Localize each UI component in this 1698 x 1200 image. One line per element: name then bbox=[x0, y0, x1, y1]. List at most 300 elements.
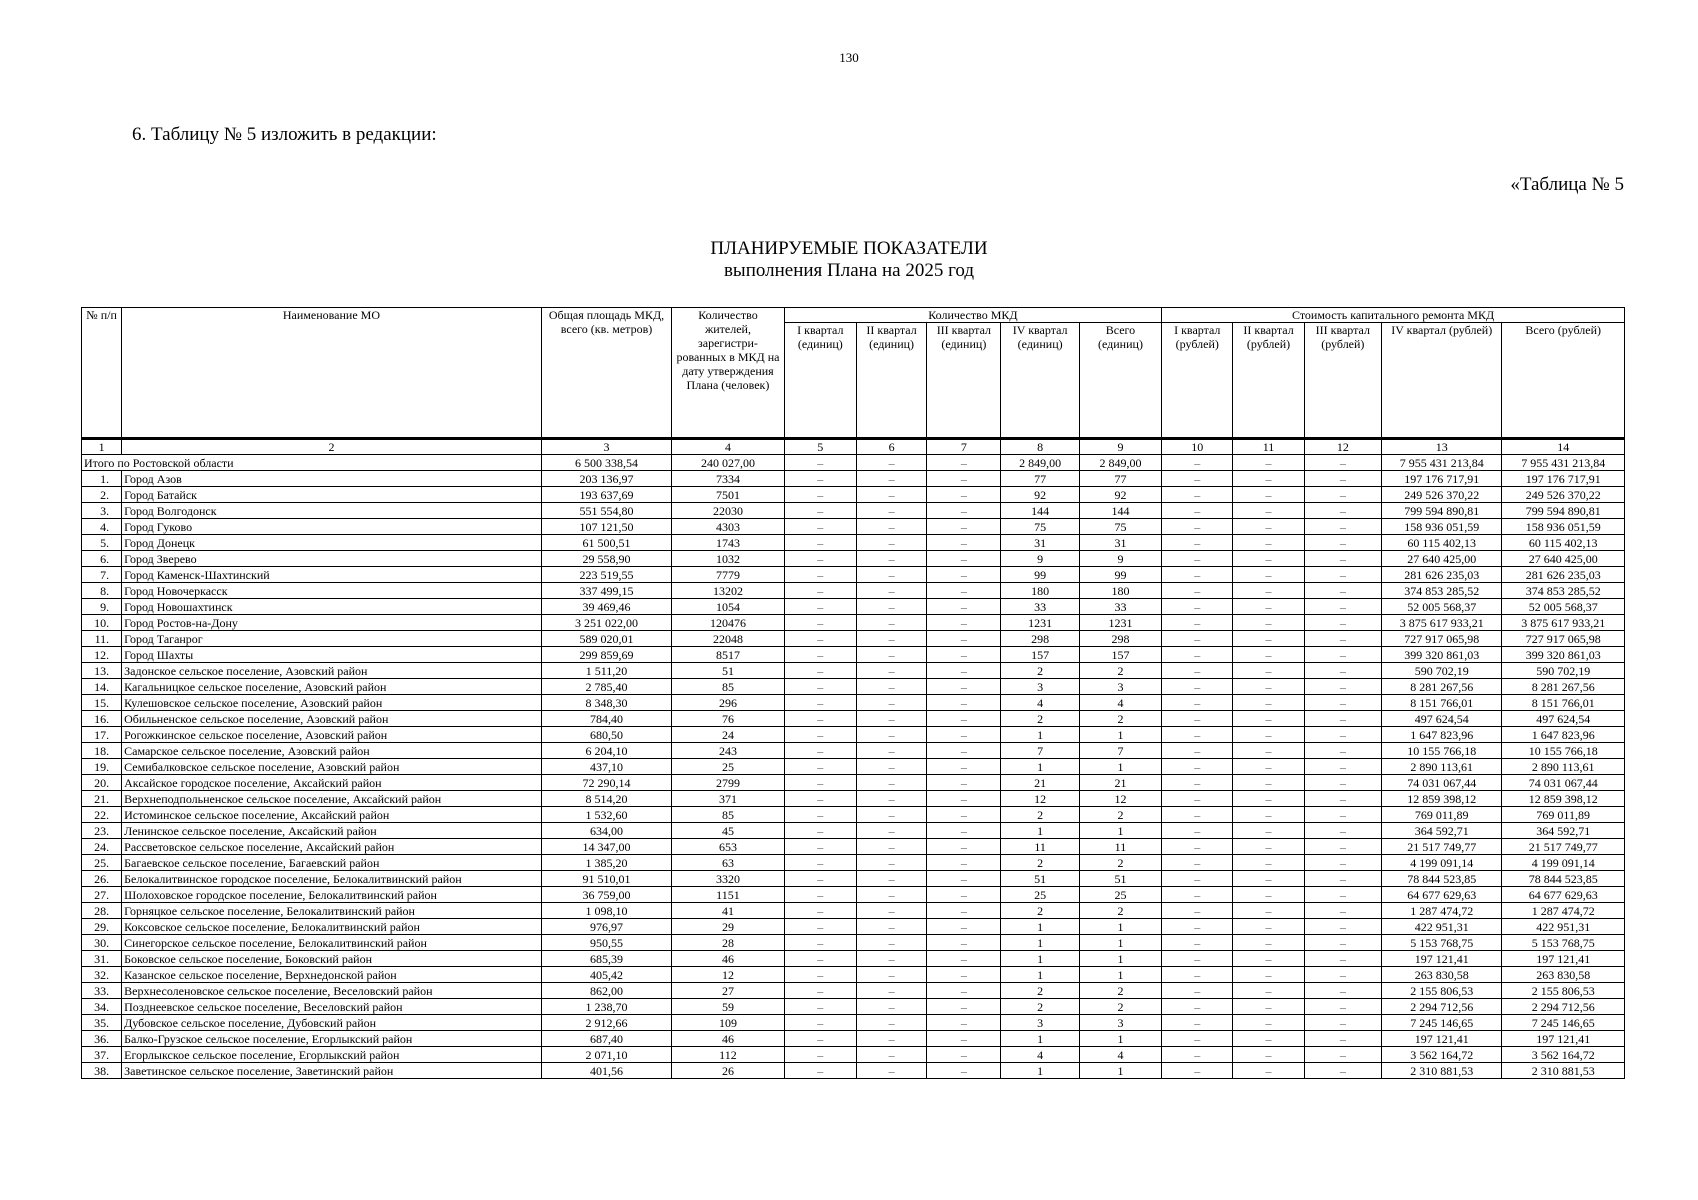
q3-cost-cell: – bbox=[1304, 631, 1381, 647]
q4-cost-cell: 727 917 065,98 bbox=[1381, 631, 1501, 647]
q1-units-cell: – bbox=[784, 679, 856, 695]
q4-units-cell: 2 bbox=[1001, 807, 1079, 823]
mo-name: Город Ростов-на-Дону bbox=[122, 615, 542, 631]
mo-name: Город Новочеркасск bbox=[122, 583, 542, 599]
q2-cost-cell: – bbox=[1233, 1047, 1304, 1063]
row-number: 6. bbox=[82, 551, 122, 567]
table-row bbox=[82, 807, 1625, 823]
q3-units-cell: – bbox=[927, 567, 1001, 583]
q2-units-cell: – bbox=[856, 743, 926, 759]
table-row bbox=[82, 903, 1625, 919]
q4-units-cell: 180 bbox=[1001, 583, 1079, 599]
mo-name: Обильненское сельское поселение, Азовский район bbox=[122, 711, 542, 727]
q2-cost-cell: – bbox=[1233, 743, 1304, 759]
area-cell: 437,10 bbox=[541, 759, 672, 775]
q1-units-cell: – bbox=[784, 887, 856, 903]
header-cost-group: Стоимость капитального ремонта МКД bbox=[1162, 308, 1625, 323]
mo-name: Заветинское сельское поселение, Заветинский район bbox=[122, 1063, 542, 1079]
q2-cost-cell: – bbox=[1233, 487, 1304, 503]
row-number: 1. bbox=[82, 471, 122, 487]
residents-cell: 28 bbox=[672, 935, 784, 951]
q3-cost-cell: – bbox=[1304, 999, 1381, 1015]
column-number: 1 bbox=[82, 439, 122, 455]
q1-cost-cell: – bbox=[1162, 823, 1233, 839]
area-cell: 2 071,10 bbox=[541, 1047, 672, 1063]
total-cost-cell: 1 287 474,72 bbox=[1502, 903, 1625, 919]
q1-units-cell: – bbox=[784, 711, 856, 727]
area-cell: 39 469,46 bbox=[541, 599, 672, 615]
q2-cost-cell: – bbox=[1233, 711, 1304, 727]
q3-units-cell: – bbox=[927, 903, 1001, 919]
q2-units-cell: – bbox=[856, 599, 926, 615]
total-cost-cell: 422 951,31 bbox=[1502, 919, 1625, 935]
row-number: 15. bbox=[82, 695, 122, 711]
table-row bbox=[82, 791, 1625, 807]
area-cell: 401,56 bbox=[541, 1063, 672, 1079]
q2-cost-cell: – bbox=[1233, 631, 1304, 647]
q4-units-cell: 1 bbox=[1001, 967, 1079, 983]
q3-cost-cell: – bbox=[1304, 535, 1381, 551]
q4-units-cell: 7 bbox=[1001, 743, 1079, 759]
table-row bbox=[82, 503, 1625, 519]
residents-cell: 2799 bbox=[672, 775, 784, 791]
q3-cost-cell: – bbox=[1304, 599, 1381, 615]
q2-units-cell: – bbox=[856, 935, 926, 951]
mo-name: Истоминское сельское поселение, Аксайский район bbox=[122, 807, 542, 823]
area-cell: 405,42 bbox=[541, 967, 672, 983]
q2-units-cell: – bbox=[856, 1015, 926, 1031]
residents-cell: 1151 bbox=[672, 887, 784, 903]
q1-units-cell: – bbox=[784, 631, 856, 647]
q3-units-cell: – bbox=[927, 631, 1001, 647]
area-cell: 193 637,69 bbox=[541, 487, 672, 503]
q2-cost-cell: – bbox=[1233, 919, 1304, 935]
row-number: 33. bbox=[82, 983, 122, 999]
q1-cost-cell: – bbox=[1162, 791, 1233, 807]
q1-units-cell: – bbox=[784, 743, 856, 759]
residents-cell: 7779 bbox=[672, 567, 784, 583]
q1-cost-cell: – bbox=[1162, 503, 1233, 519]
table-row bbox=[82, 615, 1625, 631]
q4-cost-cell: 52 005 568,37 bbox=[1381, 599, 1501, 615]
total-cost-cell: 263 830,58 bbox=[1502, 967, 1625, 983]
q2-cost-cell: – bbox=[1233, 871, 1304, 887]
header-q1-rub: I квартал (рублей) bbox=[1162, 323, 1233, 439]
q1-cost-cell: – bbox=[1162, 1047, 1233, 1063]
q2-cost-cell: – bbox=[1233, 1015, 1304, 1031]
q1-units-cell: – bbox=[784, 967, 856, 983]
area-cell: 107 121,50 bbox=[541, 519, 672, 535]
area-cell: 551 554,80 bbox=[541, 503, 672, 519]
q1-cost-cell: – bbox=[1162, 775, 1233, 791]
q1-cost-cell: – bbox=[1162, 679, 1233, 695]
total-units-cell: 144 bbox=[1079, 503, 1161, 519]
q4-units-cell: 2 bbox=[1001, 711, 1079, 727]
row-number: 25. bbox=[82, 855, 122, 871]
residents-cell: 85 bbox=[672, 807, 784, 823]
q3-units-cell: – bbox=[927, 519, 1001, 535]
mo-name: Город Новошахтинск bbox=[122, 599, 542, 615]
residents-cell: 109 bbox=[672, 1015, 784, 1031]
table-row bbox=[82, 487, 1625, 503]
q2-units-cell: – bbox=[856, 503, 926, 519]
column-number: 10 bbox=[1162, 439, 1233, 455]
row-number: 38. bbox=[82, 1063, 122, 1079]
total-cost-cell: 590 702,19 bbox=[1502, 663, 1625, 679]
q4-cost-cell: 281 626 235,03 bbox=[1381, 567, 1501, 583]
area-cell: 1 532,60 bbox=[541, 807, 672, 823]
header-no: № п/п bbox=[82, 308, 122, 439]
q4-units-cell: 1 bbox=[1001, 823, 1079, 839]
residents-cell: 112 bbox=[672, 1047, 784, 1063]
table-row bbox=[82, 759, 1625, 775]
total-cost-cell: 399 320 861,03 bbox=[1502, 647, 1625, 663]
q3-cost-cell: – bbox=[1304, 743, 1381, 759]
header-total-rub: Всего (рублей) bbox=[1502, 323, 1625, 439]
area-cell: 862,00 bbox=[541, 983, 672, 999]
residents-cell: 12 bbox=[672, 967, 784, 983]
q1-cost-cell: – bbox=[1162, 599, 1233, 615]
table-row bbox=[82, 679, 1625, 695]
residents-cell: 3320 bbox=[672, 871, 784, 887]
residents-cell: 27 bbox=[672, 983, 784, 999]
row-number: 3. bbox=[82, 503, 122, 519]
q2-units-cell: – bbox=[856, 999, 926, 1015]
table-row bbox=[82, 855, 1625, 871]
q3-cost-cell: – bbox=[1304, 919, 1381, 935]
q4-cost-cell: 4 199 091,14 bbox=[1381, 855, 1501, 871]
q2-cost-cell: – bbox=[1233, 583, 1304, 599]
area-cell: 223 519,55 bbox=[541, 567, 672, 583]
q4-units-cell: 21 bbox=[1001, 775, 1079, 791]
q4-cost-cell: 60 115 402,13 bbox=[1381, 535, 1501, 551]
q1-units-cell: – bbox=[784, 983, 856, 999]
table-row bbox=[82, 743, 1625, 759]
table-row bbox=[82, 711, 1625, 727]
total-cost-cell: 60 115 402,13 bbox=[1502, 535, 1625, 551]
header-name: Наименование МО bbox=[122, 308, 542, 439]
q1-units-cell: – bbox=[784, 583, 856, 599]
title-line-1: ПЛАНИРУЕМЫЕ ПОКАЗАТЕЛИ bbox=[710, 238, 988, 259]
row-number: 27. bbox=[82, 887, 122, 903]
q4-units-cell: 1231 bbox=[1001, 615, 1079, 631]
total-units-cell: 298 bbox=[1079, 631, 1161, 647]
total-units-cell: 4 bbox=[1079, 695, 1161, 711]
q3-cost-cell: – bbox=[1304, 615, 1381, 631]
q2-cost-cell: – bbox=[1233, 855, 1304, 871]
q3-cost-cell: – bbox=[1304, 759, 1381, 775]
total-units-cell: 2 bbox=[1079, 711, 1161, 727]
header-mkd-group: Количество МКД bbox=[784, 308, 1161, 323]
mo-name: Город Азов bbox=[122, 471, 542, 487]
q4-cost-cell: 197 176 717,91 bbox=[1381, 471, 1501, 487]
row-number: 29. bbox=[82, 919, 122, 935]
mo-name: Город Гуково bbox=[122, 519, 542, 535]
q2-cost-cell: – bbox=[1233, 663, 1304, 679]
area-cell: 203 136,97 bbox=[541, 471, 672, 487]
q3-cost-cell: – bbox=[1304, 967, 1381, 983]
total-units-cell: 2 bbox=[1079, 983, 1161, 999]
residents-cell: 76 bbox=[672, 711, 784, 727]
q2-units-cell: – bbox=[856, 967, 926, 983]
q3-units-cell: – bbox=[927, 935, 1001, 951]
q1-units-cell: – bbox=[784, 951, 856, 967]
table-row bbox=[82, 823, 1625, 839]
total-units-cell: 2 bbox=[1079, 855, 1161, 871]
mo-name: Город Таганрог bbox=[122, 631, 542, 647]
q4-cost-cell: 263 830,58 bbox=[1381, 967, 1501, 983]
total-units-cell: 3 bbox=[1079, 679, 1161, 695]
total-cost-cell: 78 844 523,85 bbox=[1502, 871, 1625, 887]
area-cell: 8 514,20 bbox=[541, 791, 672, 807]
q4-cost-cell: 21 517 749,77 bbox=[1381, 839, 1501, 855]
q4-units-cell: 92 bbox=[1001, 487, 1079, 503]
mo-name: Шолоховское городское поселение, Белокалитвинский район bbox=[122, 887, 542, 903]
table-row bbox=[82, 919, 1625, 935]
column-number: 14 bbox=[1502, 439, 1625, 455]
q2-cost-cell: – bbox=[1233, 983, 1304, 999]
q2-units-cell: – bbox=[856, 695, 926, 711]
q3-units-cell: – bbox=[927, 839, 1001, 855]
q1-cost-cell: – bbox=[1162, 999, 1233, 1015]
table-row bbox=[82, 871, 1625, 887]
q1-cost-cell: – bbox=[1162, 903, 1233, 919]
row-number: 34. bbox=[82, 999, 122, 1015]
intro-text: 6. Таблицу № 5 изложить в редакции: bbox=[132, 124, 437, 145]
q4-units-cell: 12 bbox=[1001, 791, 1079, 807]
q3-units-cell: – bbox=[927, 999, 1001, 1015]
q2-units-cell: – bbox=[856, 1047, 926, 1063]
q4-units-cell: 3 bbox=[1001, 1015, 1079, 1031]
q3-cost-cell: – bbox=[1304, 1047, 1381, 1063]
q4-units-cell: 2 bbox=[1001, 983, 1079, 999]
total-units-cell: 33 bbox=[1079, 599, 1161, 615]
q4-cost-cell: 364 592,71 bbox=[1381, 823, 1501, 839]
area-cell: 680,50 bbox=[541, 727, 672, 743]
mo-name: Багаевское сельское поселение, Багаевский район bbox=[122, 855, 542, 871]
q4-units-cell: 1 bbox=[1001, 919, 1079, 935]
q2-units-cell: – bbox=[856, 663, 926, 679]
q4-units-cell: 2 bbox=[1001, 903, 1079, 919]
q1-cost-cell: – bbox=[1162, 615, 1233, 631]
page-number: 130 bbox=[839, 50, 859, 65]
q3-cost-cell: – bbox=[1304, 487, 1381, 503]
mo-name: Город Шахты bbox=[122, 647, 542, 663]
total-units-cell: 1 bbox=[1079, 919, 1161, 935]
q3-units-cell: – bbox=[927, 487, 1001, 503]
title-line-2: выполнения Плана на 2025 год bbox=[723, 260, 975, 281]
total-cost-cell: 64 677 629,63 bbox=[1502, 887, 1625, 903]
q3-units-cell: – bbox=[927, 551, 1001, 567]
q2-units-cell: – bbox=[856, 1063, 926, 1079]
q1-units-cell: – bbox=[784, 599, 856, 615]
mo-name: Дубовское сельское поселение, Дубовский район bbox=[122, 1015, 542, 1031]
q4-units-cell: 2 bbox=[1001, 999, 1079, 1015]
q2-cost-cell: – bbox=[1233, 951, 1304, 967]
q4-cost-cell: 7 245 146,65 bbox=[1381, 1015, 1501, 1031]
q3-cost-cell: – bbox=[1304, 1031, 1381, 1047]
residents-cell: 1032 bbox=[672, 551, 784, 567]
row-number: 10. bbox=[82, 615, 122, 631]
total-row bbox=[82, 455, 1625, 471]
q3-cost-cell: – bbox=[1304, 903, 1381, 919]
residents-cell: 25 bbox=[672, 759, 784, 775]
q1-cost-cell: – bbox=[1162, 487, 1233, 503]
row-number: 12. bbox=[82, 647, 122, 663]
q2-units-cell: – bbox=[856, 711, 926, 727]
table-row bbox=[82, 631, 1625, 647]
q1-units-cell: – bbox=[784, 535, 856, 551]
q4-units-cell: 1 bbox=[1001, 1031, 1079, 1047]
q1-cost-cell: – bbox=[1162, 647, 1233, 663]
total-q3-cost: – bbox=[1304, 455, 1381, 471]
total-units-cell: 31 bbox=[1079, 535, 1161, 551]
q3-cost-cell: – bbox=[1304, 647, 1381, 663]
total-units-cell: 2 bbox=[1079, 663, 1161, 679]
mo-name: Аксайское городское поселение, Аксайский район bbox=[122, 775, 542, 791]
area-cell: 976,97 bbox=[541, 919, 672, 935]
total-units-cell: 1231 bbox=[1079, 615, 1161, 631]
total-area: 6 500 338,54 bbox=[541, 455, 672, 471]
document-title bbox=[0, 238, 1698, 282]
q2-units-cell: – bbox=[856, 951, 926, 967]
total-units-cell: 1 bbox=[1079, 1031, 1161, 1047]
q4-units-cell: 2 bbox=[1001, 663, 1079, 679]
q4-cost-cell: 590 702,19 bbox=[1381, 663, 1501, 679]
q3-units-cell: – bbox=[927, 887, 1001, 903]
q2-cost-cell: – bbox=[1233, 999, 1304, 1015]
column-number: 6 bbox=[856, 439, 926, 455]
mo-name: Боковское сельское поселение, Боковский район bbox=[122, 951, 542, 967]
column-number: 5 bbox=[784, 439, 856, 455]
residents-cell: 22048 bbox=[672, 631, 784, 647]
total-cost-cell: 8 281 267,56 bbox=[1502, 679, 1625, 695]
mo-name: Кагальницкое сельское поселение, Азовский район bbox=[122, 679, 542, 695]
mo-name: Горняцкое сельское поселение, Белокалитвинский район bbox=[122, 903, 542, 919]
total-cost-cell: 7 245 146,65 bbox=[1502, 1015, 1625, 1031]
row-number: 30. bbox=[82, 935, 122, 951]
mo-name: Кулешовское сельское поселение, Азовский район bbox=[122, 695, 542, 711]
q2-units-cell: – bbox=[856, 679, 926, 695]
row-number: 8. bbox=[82, 583, 122, 599]
total-cost-cell: 769 011,89 bbox=[1502, 807, 1625, 823]
q4-cost-cell: 8 151 766,01 bbox=[1381, 695, 1501, 711]
q3-units-cell: – bbox=[927, 743, 1001, 759]
area-cell: 950,55 bbox=[541, 935, 672, 951]
q4-cost-cell: 2 310 881,53 bbox=[1381, 1063, 1501, 1079]
q1-units-cell: – bbox=[784, 823, 856, 839]
q4-units-cell: 11 bbox=[1001, 839, 1079, 855]
q3-units-cell: – bbox=[927, 1031, 1001, 1047]
column-number: 13 bbox=[1381, 439, 1501, 455]
q3-cost-cell: – bbox=[1304, 855, 1381, 871]
q3-units-cell: – bbox=[927, 647, 1001, 663]
row-number: 36. bbox=[82, 1031, 122, 1047]
q1-cost-cell: – bbox=[1162, 983, 1233, 999]
mo-name: Ленинское сельское поселение, Аксайский район bbox=[122, 823, 542, 839]
table-row bbox=[82, 775, 1625, 791]
mo-name: Задонское сельское поселение, Азовский район bbox=[122, 663, 542, 679]
total-cost-cell: 1 647 823,96 bbox=[1502, 727, 1625, 743]
q3-units-cell: – bbox=[927, 599, 1001, 615]
q2-units-cell: – bbox=[856, 807, 926, 823]
residents-cell: 45 bbox=[672, 823, 784, 839]
q2-units-cell: – bbox=[856, 983, 926, 999]
q3-units-cell: – bbox=[927, 471, 1001, 487]
q1-cost-cell: – bbox=[1162, 1015, 1233, 1031]
q4-units-cell: 9 bbox=[1001, 551, 1079, 567]
q2-units-cell: – bbox=[856, 615, 926, 631]
q2-cost-cell: – bbox=[1233, 775, 1304, 791]
q2-units-cell: – bbox=[856, 631, 926, 647]
q1-cost-cell: – bbox=[1162, 551, 1233, 567]
q3-units-cell: – bbox=[927, 791, 1001, 807]
row-number: 2. bbox=[82, 487, 122, 503]
q3-units-cell: – bbox=[927, 615, 1001, 631]
residents-cell: 51 bbox=[672, 663, 784, 679]
q3-units-cell: – bbox=[927, 759, 1001, 775]
area-cell: 1 098,10 bbox=[541, 903, 672, 919]
q1-cost-cell: – bbox=[1162, 519, 1233, 535]
q3-units-cell: – bbox=[927, 807, 1001, 823]
q4-units-cell: 298 bbox=[1001, 631, 1079, 647]
total-q2-cost: – bbox=[1233, 455, 1304, 471]
q2-cost-cell: – bbox=[1233, 599, 1304, 615]
q3-cost-cell: – bbox=[1304, 519, 1381, 535]
q4-cost-cell: 197 121,41 bbox=[1381, 951, 1501, 967]
q1-units-cell: – bbox=[784, 519, 856, 535]
total-q3-units: – bbox=[927, 455, 1001, 471]
q1-cost-cell: – bbox=[1162, 663, 1233, 679]
total-label: Итого по Ростовской области bbox=[82, 455, 542, 471]
q4-cost-cell: 78 844 523,85 bbox=[1381, 871, 1501, 887]
residents-cell: 1054 bbox=[672, 599, 784, 615]
q1-units-cell: – bbox=[784, 807, 856, 823]
residents-cell: 13202 bbox=[672, 583, 784, 599]
total-cost-cell: 158 936 051,59 bbox=[1502, 519, 1625, 535]
table-row bbox=[82, 471, 1625, 487]
row-number: 31. bbox=[82, 951, 122, 967]
total-cost-cell: 281 626 235,03 bbox=[1502, 567, 1625, 583]
total-units-cell: 4 bbox=[1079, 1047, 1161, 1063]
area-cell: 36 759,00 bbox=[541, 887, 672, 903]
row-number: 17. bbox=[82, 727, 122, 743]
q3-cost-cell: – bbox=[1304, 663, 1381, 679]
total-cost-cell: 799 594 890,81 bbox=[1502, 503, 1625, 519]
q4-units-cell: 75 bbox=[1001, 519, 1079, 535]
q2-cost-cell: – bbox=[1233, 503, 1304, 519]
q1-units-cell: – bbox=[784, 791, 856, 807]
header-q4-rub: IV квартал (рублей) bbox=[1381, 323, 1501, 439]
total-cost: 7 955 431 213,84 bbox=[1502, 455, 1625, 471]
q3-units-cell: – bbox=[927, 823, 1001, 839]
q4-units-cell: 144 bbox=[1001, 503, 1079, 519]
q3-units-cell: – bbox=[927, 967, 1001, 983]
total-units-cell: 75 bbox=[1079, 519, 1161, 535]
q1-units-cell: – bbox=[784, 1031, 856, 1047]
q1-cost-cell: – bbox=[1162, 871, 1233, 887]
q1-cost-cell: – bbox=[1162, 535, 1233, 551]
total-q2-units: – bbox=[856, 455, 926, 471]
row-number: 26. bbox=[82, 871, 122, 887]
q3-cost-cell: – bbox=[1304, 839, 1381, 855]
header-q3-units: III квартал (единиц) bbox=[927, 323, 1001, 439]
q2-units-cell: – bbox=[856, 519, 926, 535]
residents-cell: 22030 bbox=[672, 503, 784, 519]
table-row bbox=[82, 727, 1625, 743]
mo-name: Белокалитвинское городское поселение, Белокалитвинский район bbox=[122, 871, 542, 887]
total-units-cell: 2 bbox=[1079, 807, 1161, 823]
